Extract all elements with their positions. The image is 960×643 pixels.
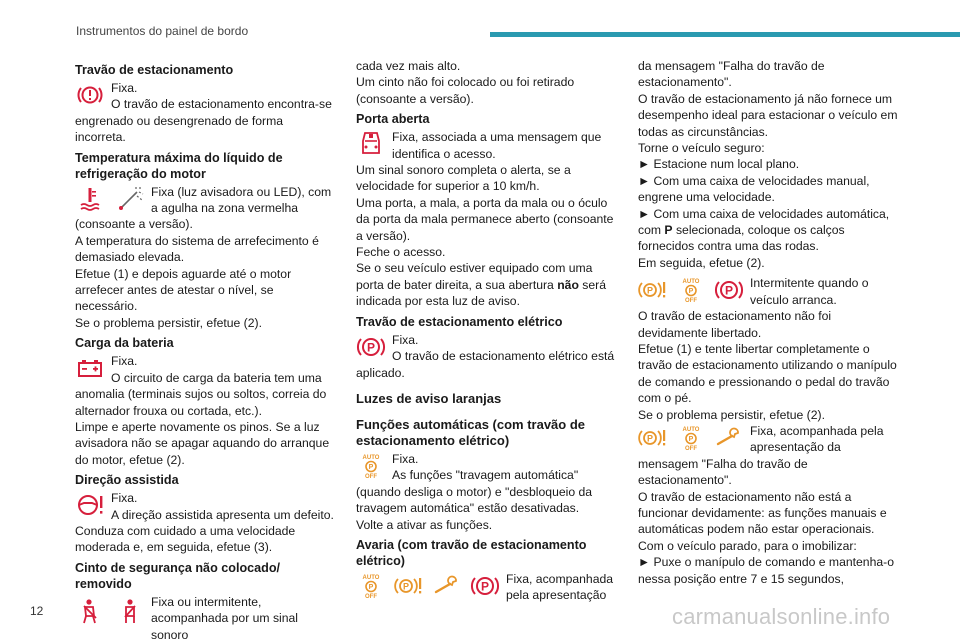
auto-functions-text: (quando desliga o motor) e "desbloqueio da travagem automática" estão desativadas. Volte a ativar as funções. [356,484,593,532]
section-title-orange-lights: Luzes de aviso laranjas [356,390,502,406]
off-label: OFF [685,298,697,304]
fixed-fault-row [638,423,900,456]
brake-warning-icon [75,82,105,108]
coolant-lead: Fixa (luz avisadora ou LED), com a agulha na zona vermelha [151,184,332,216]
door-open-text-bold: não [557,277,579,292]
p-letter: P [368,583,374,591]
parking-brake-fault-icon [638,425,668,451]
electric-parking-brake-text: aplicado. [356,365,405,380]
off-label: OFF [365,473,377,479]
power-steering-lead: Fixa. A direção assistida apresenta um defeito. [111,491,334,522]
off-label: OFF [365,593,377,599]
fault-row [356,571,618,604]
parking-brake-fault-icon [394,573,424,599]
parking-brake-row [75,80,337,113]
power-steering-row [75,490,337,523]
seatbelt-lead: Fixa ou intermitente, acompanhada por um sinal sonoro [151,594,299,642]
battery-lead: Fixa. O circuito de carga da bateria tem uma [111,354,322,385]
auto-off-icon [356,573,386,599]
electric-parking-brake-lead: Fixa. O travão de estacionamento elétrico está [392,332,615,364]
auto-functions-lead: Fixa. As funções "travagem automática" [392,451,579,483]
p-letter: P [402,581,410,592]
seatbelt-passenger-icon [115,598,145,624]
fixed-fault-text: mensagem "Falha do travão de estacionamento". O travão de estacionamento não está a funcionar devidamente: as funções manuais e automáticas podem não estar operacionais. Com o veículo parado, para o imobilizar: ► Puxe o manípulo de comando e mantenha-o nessa posição entre 7 e 15 segundos, [638,456,894,586]
door-open-row [356,129,618,162]
auto-functions-row [356,451,618,484]
column-1 [75,58,337,643]
electric-parking-brake-icon [714,277,744,303]
coolant-text: (consoante a versão). A temperatura do sistema de arrefecimento é demasiado elevada. Efetue (1) e depois aguarde até o motor arrefecer antes de atestar o nível, se necessário. Se o problema persistir, efetue (2). [75,217,319,330]
door-open-text-main: Um sinal sonoro completa o alerta, se a velocidade for superior a 10 km/h. Uma porta, a mala, a porta da mala ou o óculo da porta da mala permanece aberto (consoante a versão). Feche o acesso. Se o seu veículo estiver equipado com uma porta de bater direita, a sua abertura [356,163,614,292]
power-steering-text: Conduza com cuidado a uma velocidade moderada e, em seguida, efetue (3). [75,523,296,555]
blinking-lead: Intermitente quando o veículo arranca. [750,276,869,307]
fault-text-main: da mensagem "Falha do travão de estacionamento". O travão de estacionamento já não fornece um desempenho ideal para estacionar o veículo em todas as circunstâncias. Torne o veículo seguro: ► Estacione num local plano. ► Com uma caixa de velocidades manual, engrene uma velocidade. ► Com uma caixa de velocidades automática, com [638,59,898,238]
running-header: Instrumentos do painel de bordo [76,24,249,38]
column-3 [638,58,900,587]
p-letter: P [724,283,734,298]
battery-text: anomalia (terminais sujos ou soltos, correia do alternador frouxa ou cortada, etc.). Limpe e aperte novamente os pinos. Se a luz avisadora não se apagar aquando do arranque do motor, efetue (2). [75,387,330,467]
section-title-coolant: Temperatura máxima do líquido de refrigeração do motor [75,150,283,181]
auto-off-icon [356,453,386,479]
door-open-text-tail: será indicada por esta luz de aviso. [356,277,606,309]
parking-brake-text: engrenado ou desengrenado de forma incorreta. [75,113,284,145]
p-letter: P [480,579,490,594]
power-steering-icon [75,492,105,518]
column-2 [356,58,618,604]
section-title-auto-functions: Funções automáticas (com travão de estacionamento elétrico) [356,416,586,448]
blinking-row [638,275,900,308]
header-accent-bar [490,32,960,37]
section-title-fault: Avaria (com travão de estacionamento elétrico) [356,537,587,568]
battery-row [75,353,337,386]
blinking-text: O travão de estacionamento não foi devidamente libertado. Efetue (1) e tente libertar completamente o travão de estacionamento utilizando o manípulo de comando e pressionando o pedal do travão com o pé. Se o problema persistir, efetue (2). [638,309,897,422]
section-title-electric-parking-brake: Travão de estacionamento elétrico [356,314,563,329]
section-title-seatbelt: Cinto de segurança não colocado/ removido [75,560,281,591]
section-title-door-open: Porta aberta [356,112,430,127]
wrench-icon [432,573,462,599]
door-open-lead: Fixa, associada a uma mensagem que identifica o acesso. [392,130,602,161]
parking-brake-fault-icon [638,277,668,303]
wrench-icon [714,425,744,451]
seatbelt-driver-icon [75,598,105,624]
auto-label: AUTO [362,454,380,461]
door-open-icon [356,131,386,157]
electric-parking-brake-row [356,332,618,365]
section-title-parking-brake: Travão de estacionamento [75,63,234,77]
auto-off-icon [676,277,706,303]
fault-lead: Fixa, acompanhada pela apresentação [506,571,614,603]
coolant-temperature-icon [75,186,105,212]
auto-off-icon [676,425,706,451]
fault-text-tail: selecionada, coloque os calços fornecidos contra uma das rodas. Em seguida, efetue (2). [638,223,845,270]
p-letter: P [688,435,694,443]
watermark: carmanualsonline.info [672,604,891,629]
fault-text-bold: P [664,223,673,238]
auto-label: AUTO [682,279,700,286]
off-label: OFF [685,445,697,451]
p-letter: P [646,285,654,296]
p-letter: P [366,340,376,355]
section-title-battery: Carga da bateria [75,336,174,351]
temperature-gauge-needle-icon [115,186,145,212]
seatbelt-text: cada vez mais alto. Um cinto não foi colocado ou foi retirado (consoante a versão). [356,59,575,106]
p-letter: P [688,288,694,296]
coolant-row [75,184,337,217]
p-letter: P [368,463,374,471]
auto-label: AUTO [362,574,380,581]
seatbelt-row [75,594,337,643]
fault-text [638,58,900,271]
door-open-text [356,162,618,310]
auto-label: AUTO [682,426,700,433]
electric-parking-brake-icon [356,334,386,360]
page-number: 12 [30,604,44,618]
fixed-fault-lead: Fixa, acompanhada pela apresentação da [750,423,884,455]
electric-parking-brake-icon [470,573,500,599]
battery-icon [75,355,105,381]
section-title-power-steering: Direção assistida [75,473,179,488]
parking-brake-lead: Fixa. O travão de estacionamento encontra-se [111,81,332,112]
p-letter: P [646,433,654,444]
